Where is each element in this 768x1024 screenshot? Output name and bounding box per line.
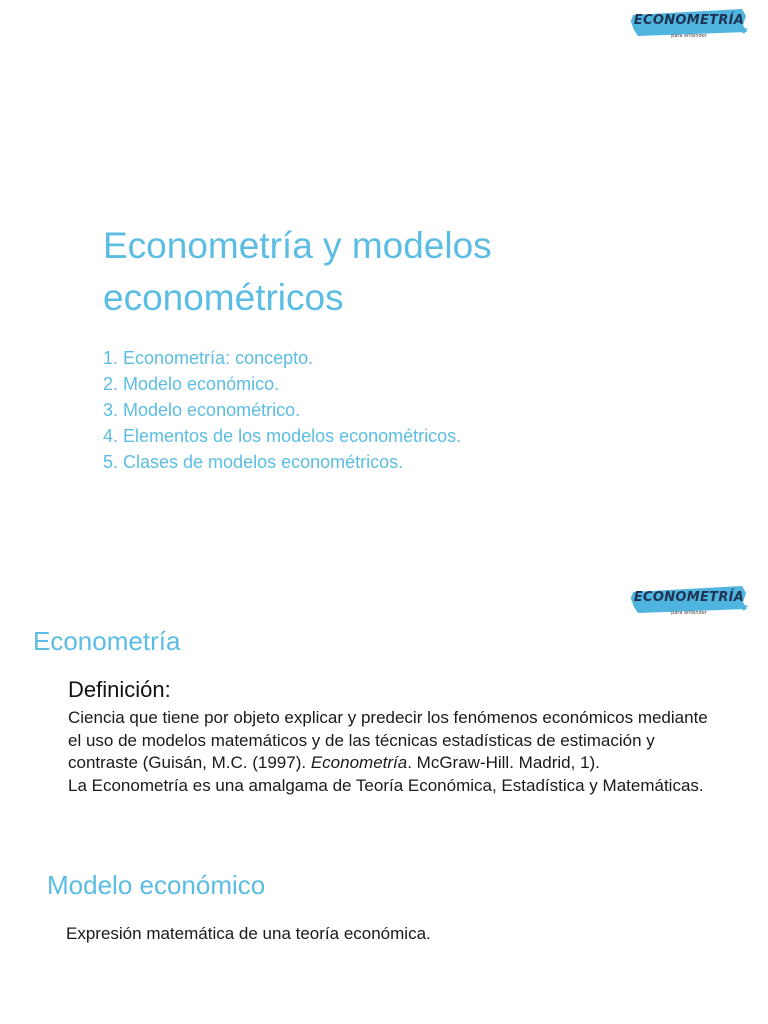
logo-text: ECONOMETRÍA (633, 590, 745, 605)
toc-item: 4. Elementos de los modelos econométricos. (103, 426, 462, 446)
book-title: Econometría (310, 753, 408, 772)
slide-econometria (0, 560, 768, 1024)
logo-tagline: para entender (671, 33, 707, 39)
definition-title: Definición: (68, 677, 171, 702)
toc-item: 3. Modelo econométrico. (103, 400, 301, 420)
title-line-2: econométricos (103, 277, 344, 318)
toc-item: 1. Econometría: concepto. (103, 348, 314, 368)
section-heading-modelo-economico: Modelo económico (47, 870, 266, 900)
logo-tagline: para entender (671, 610, 707, 616)
econometria-logo (630, 583, 748, 623)
definition-text (68, 707, 718, 797)
modelo-economico-text: Expresión matemática de una teoría económica. (66, 924, 431, 943)
definition-text-part: Ciencia que tiene por objeto explicar y predecir los fenómenos económicos mediante el uso de modelos matemáticos y de las técnicas estadísticas de estimación y contraste (Guisán, M.C. (1997). (68, 708, 708, 772)
definition-text-part: . McGraw-Hill. Madrid, 1). (407, 753, 600, 772)
toc-item: 5. Clases de modelos econométricos. (103, 452, 404, 472)
definition-paragraph-2: La Econometría es una amalgama de Teoría Económica, Estadística y Matemáticas. (68, 775, 704, 795)
logo-text: ECONOMETRÍA (633, 13, 745, 28)
title-line-1: Econometría y modelos (103, 225, 492, 266)
table-of-contents (103, 345, 461, 475)
toc-item: 2. Modelo económico. (103, 374, 280, 394)
econometria-logo (630, 6, 748, 46)
section-heading-econometria: Econometría (33, 626, 181, 656)
page-title (103, 220, 703, 324)
